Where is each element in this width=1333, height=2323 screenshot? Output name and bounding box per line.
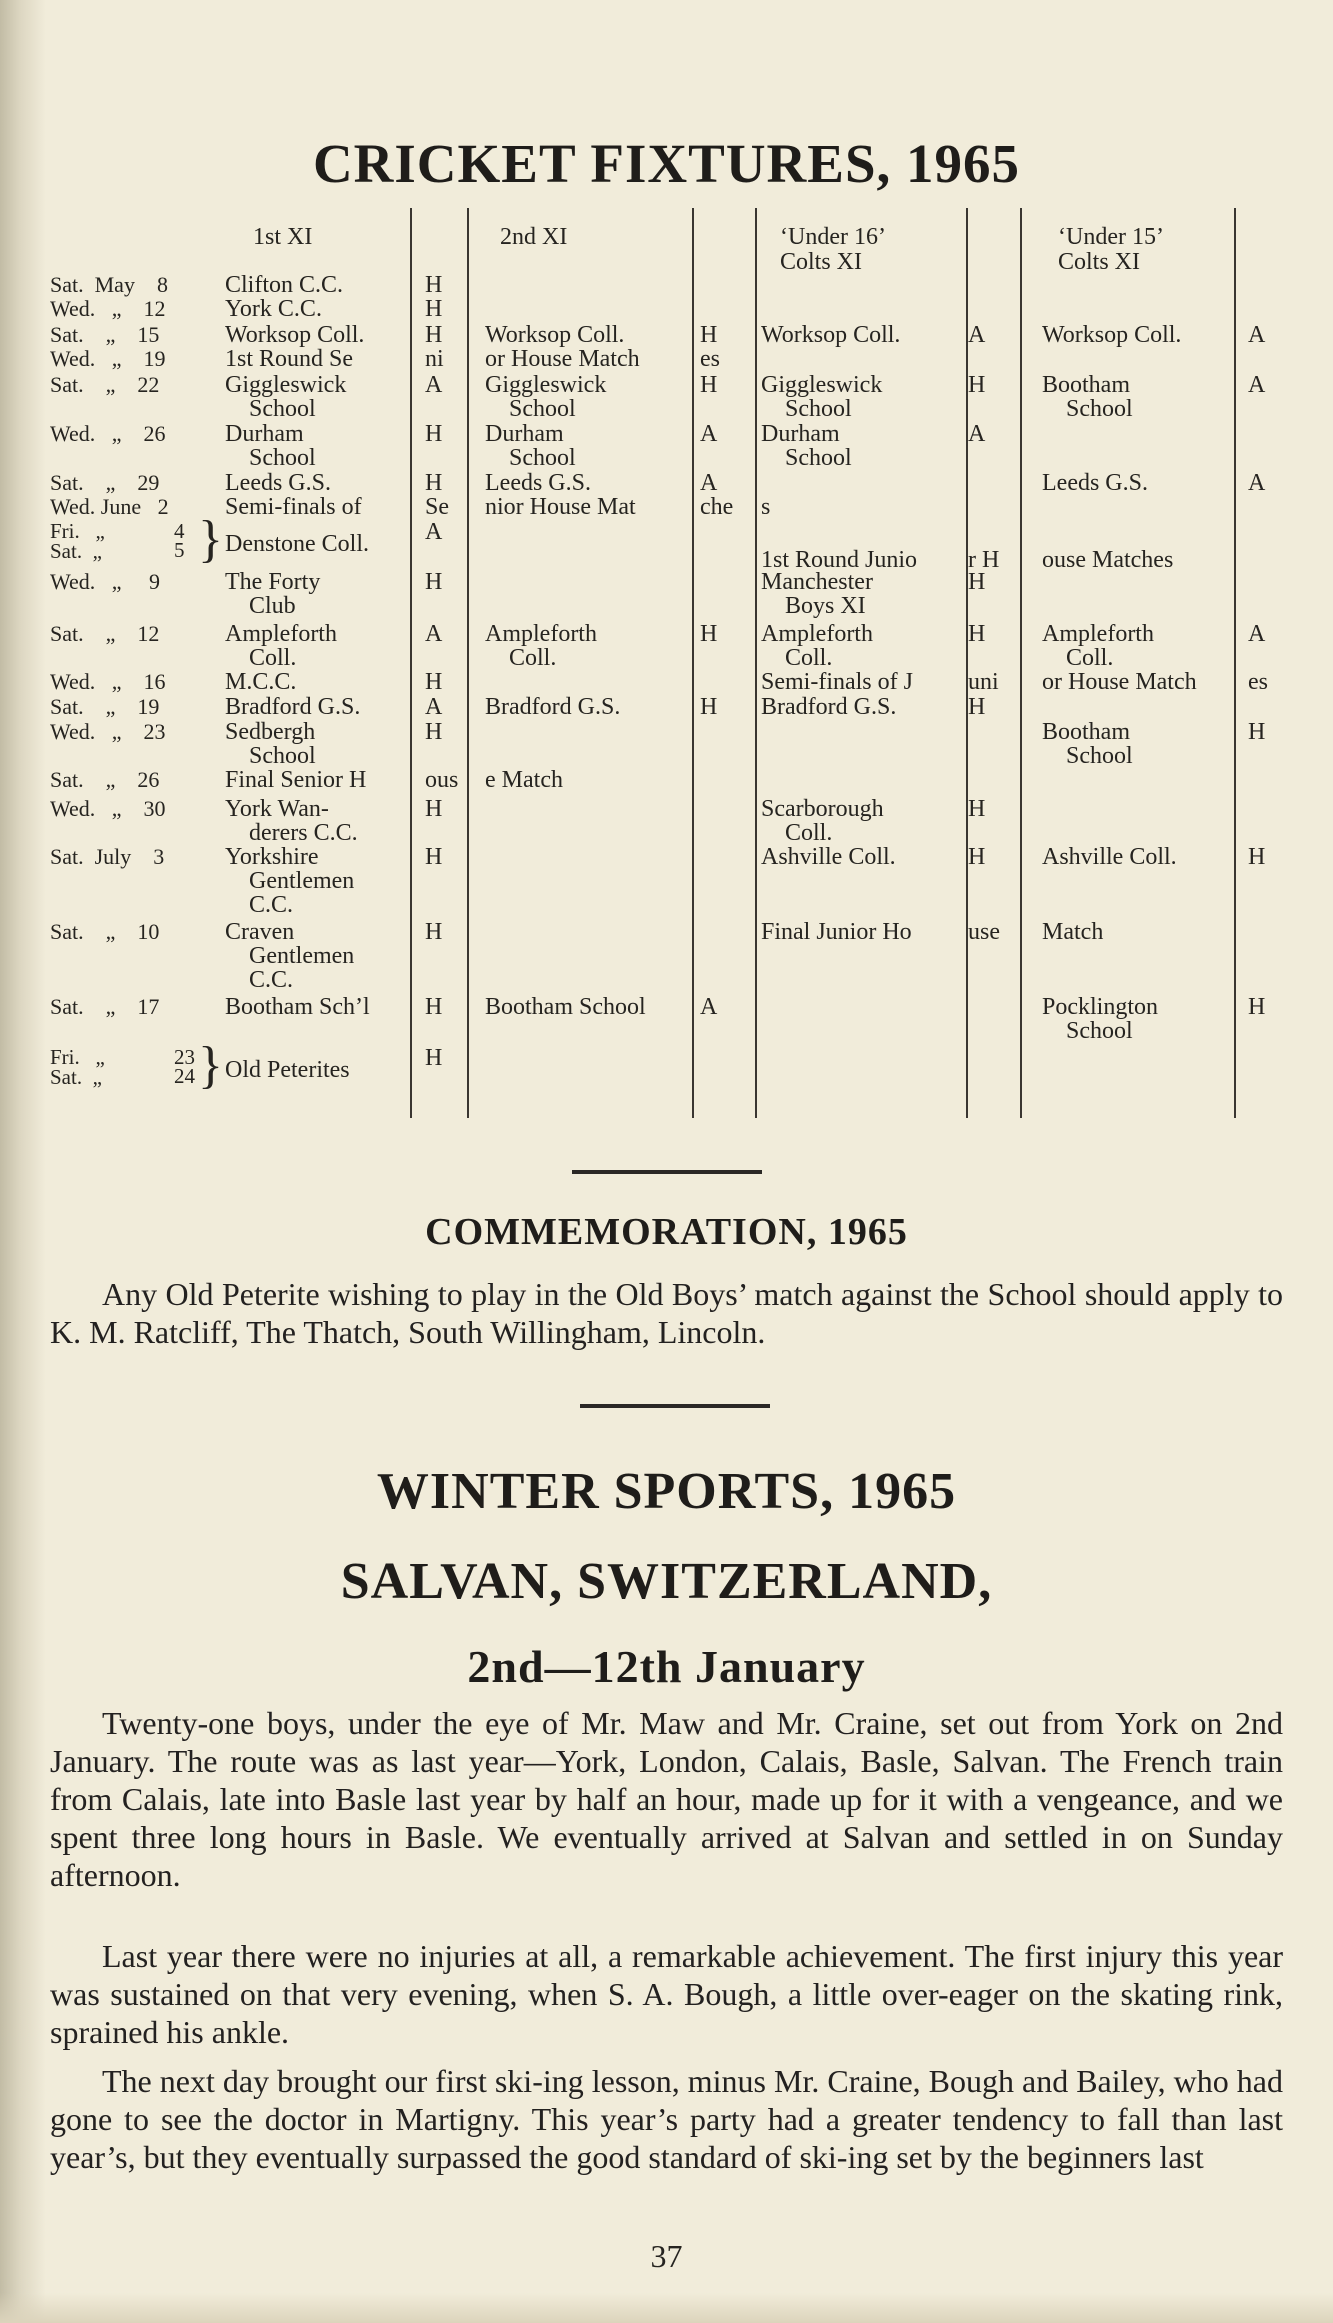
- fixture-date: Sat. „: [50, 1065, 102, 1089]
- home-away-marker: H: [968, 621, 986, 647]
- home-away-marker: H: [425, 322, 443, 348]
- fixture-opponent: Worksop Coll.: [485, 322, 625, 348]
- home-away-marker: H: [700, 322, 718, 348]
- winter-sports-heading: WINTER SPORTS, 1965: [376, 1463, 957, 1520]
- fixture-opponent: Ashville Coll.: [761, 844, 896, 870]
- fixture-opponent: Worksop Coll.: [761, 322, 901, 348]
- home-away-marker: H: [425, 569, 443, 595]
- home-away-marker: ni: [425, 346, 444, 372]
- fixture-date: Fri. „: [50, 1045, 105, 1069]
- home-away-marker: A: [1248, 322, 1266, 348]
- fixture-date: Sat. „ 19: [50, 694, 160, 719]
- cricket-fixtures-table: [0, 0, 1333, 1140]
- fixture-opponent: Scarborough Coll.: [761, 796, 884, 846]
- fixture-opponent: Leeds G.S.: [225, 470, 331, 496]
- fixture-opponent: Manchester Boys XI: [761, 569, 873, 619]
- fixture-opponent: The Forty Club: [225, 569, 321, 619]
- home-away-marker: A: [1248, 372, 1266, 398]
- fixture-opponent: Clifton C.C.: [225, 272, 344, 298]
- fixture-date: Sat. „ 17: [50, 994, 160, 1019]
- fixture-opponent: Final Junior Ho: [761, 919, 912, 945]
- header-first-xi: 1st XI: [253, 224, 313, 250]
- fixture-day-numbers: 4 5: [174, 519, 185, 562]
- home-away-marker: H: [425, 994, 443, 1020]
- column-rule: [1234, 208, 1236, 1118]
- fixture-opponent: Bootham School: [485, 994, 646, 1020]
- home-away-marker: A: [968, 421, 986, 447]
- fixture-date: Wed. „ 26: [50, 421, 166, 446]
- fixture-opponent: e Match: [485, 767, 563, 793]
- fixture-date: Sat. May 8: [50, 272, 168, 297]
- column-rule: [410, 208, 412, 1118]
- home-away-marker: H: [425, 421, 443, 447]
- fixture-opponent: nior House Mat: [485, 494, 636, 520]
- fixture-opponent: Worksop Coll.: [225, 322, 365, 348]
- home-away-marker: H: [425, 796, 443, 822]
- fixture-opponent: Sedbergh School: [225, 719, 316, 769]
- fixture-opponent: Semi-finals of J: [761, 669, 913, 695]
- cricket-fixtures-heading: CRICKET FIXTURES, 1965: [312, 133, 1021, 194]
- home-away-marker: es: [700, 346, 720, 372]
- commemoration-heading: COMMEMORATION, 1965: [425, 1211, 908, 1253]
- column-rule: [1020, 208, 1022, 1118]
- home-away-marker: H: [968, 844, 986, 870]
- fixture-opponent: Yorkshire Gentlemen C.C.: [225, 844, 355, 918]
- header-under-15: ‘Under 15’ Colts XI: [1058, 224, 1164, 275]
- home-away-marker: A: [1248, 470, 1266, 496]
- fixture-date: Wed. „ 23: [50, 719, 166, 744]
- home-away-marker: H: [1248, 844, 1266, 870]
- fixture-opponent: Bradford G.S.: [485, 694, 621, 720]
- section-divider: [580, 1404, 770, 1408]
- fixture-opponent: 1st Round Se: [225, 346, 354, 372]
- fixture-opponent: Bootham Sch’l: [225, 994, 370, 1020]
- fixture-opponent: Leeds G.S.: [1042, 470, 1148, 496]
- fixture-opponent: York C.C.: [225, 296, 322, 322]
- fixture-date: Sat. „ 22: [50, 372, 160, 397]
- column-rule: [692, 208, 694, 1118]
- location-heading: SALVAN, SWITZERLAND,: [340, 1553, 993, 1610]
- page-number: 37: [650, 2238, 683, 2274]
- fixture-date: Sat. July 3: [50, 844, 165, 869]
- fixture-date: Wed. „ 16: [50, 669, 166, 694]
- home-away-marker: use: [968, 919, 1000, 945]
- home-away-marker: H: [425, 1045, 443, 1071]
- header-under-16: ‘Under 16’ Colts XI: [780, 224, 886, 275]
- fixture-date: Wed. „ 12: [50, 296, 166, 321]
- fixture-opponent: Ampleforth Coll.: [485, 621, 597, 671]
- fixture-opponent: Giggleswick School: [485, 372, 607, 422]
- fixture-date: Fri. „: [50, 519, 105, 543]
- fixture-opponent: Worksop Coll.: [1042, 322, 1182, 348]
- brace-symbol: }: [198, 511, 223, 568]
- home-away-marker: A: [1248, 621, 1266, 647]
- home-away-marker: H: [968, 796, 986, 822]
- fixture-opponent: or House Match: [485, 346, 640, 372]
- fixture-opponent: Durham School: [225, 421, 316, 471]
- home-away-marker: A: [425, 372, 443, 398]
- home-away-marker: A: [700, 994, 718, 1020]
- home-away-marker: H: [425, 669, 443, 695]
- fixture-date: Wed. June 2: [50, 494, 169, 519]
- fixture-date: Wed. „ 19: [50, 346, 166, 371]
- home-away-marker: H: [968, 372, 986, 398]
- home-away-marker: uni: [968, 669, 999, 695]
- column-rule: [467, 208, 469, 1118]
- header-second-xi: 2nd XI: [500, 224, 568, 250]
- fixture-date: Sat. „ 29: [50, 470, 160, 495]
- fixture-opponent: Bradford G.S.: [761, 694, 897, 720]
- fixture-opponent: Leeds G.S.: [485, 470, 591, 496]
- page-bottom-shadow: [0, 2293, 1333, 2323]
- fixture-opponent: Bradford G.S.: [225, 694, 361, 720]
- fixture-opponent: Semi-finals of: [225, 494, 362, 520]
- winter-paragraph: Last year there were no injuries at all, a remarkable achievement. The first injury this year was sustained on that very evening, when S. A. Bough, a little over-eager on the skating rink, sprained his ankle.: [50, 1938, 1283, 2050]
- commemoration-paragraph: Any Old Peterite wishing to play in the Old Boys’ match against the School should apply to K. M. Ratcliff, The Thatch, South Willingham, Lincoln.: [50, 1276, 1283, 1350]
- fixture-opponent: or House Match: [1042, 669, 1197, 695]
- fixture-opponent: Craven Gentlemen C.C.: [225, 919, 355, 993]
- home-away-marker: A: [425, 519, 443, 545]
- fixture-day-numbers: 23 24: [174, 1045, 195, 1088]
- fixture-date: Sat. „ 15: [50, 322, 160, 347]
- home-away-marker: A: [700, 470, 718, 496]
- fixture-opponent: Durham School: [485, 421, 576, 471]
- fixture-opponent: Durham School: [761, 421, 852, 471]
- fixture-opponent: Match: [1042, 919, 1104, 945]
- home-away-marker: es: [1248, 669, 1268, 695]
- fixture-opponent: Ampleforth Coll.: [225, 621, 337, 671]
- fixture-opponent: Pocklington School: [1042, 994, 1159, 1044]
- fixture-opponent: Giggleswick School: [225, 372, 347, 422]
- home-away-marker: H: [425, 272, 443, 298]
- fixture-opponent: Denstone Coll.: [225, 531, 369, 557]
- fixture-date: Sat. „ 10: [50, 919, 160, 944]
- fixture-opponent: ouse Matches: [1042, 547, 1174, 573]
- home-away-marker: H: [700, 694, 718, 720]
- fixture-date: Sat. „: [50, 539, 102, 563]
- fixture-opponent: Old Peterites: [225, 1057, 350, 1083]
- home-away-marker: H: [425, 470, 443, 496]
- fixture-date: Wed. „ 9: [50, 569, 161, 594]
- fixture-opponent: Final Senior H: [225, 767, 367, 793]
- fixture-opponent: s: [761, 494, 771, 520]
- fixture-opponent: York Wan- derers C.C.: [225, 796, 358, 846]
- fixture-date: Wed. „ 30: [50, 796, 166, 821]
- fixture-opponent: 1st Round Junio: [761, 547, 918, 573]
- home-away-marker: A: [425, 621, 443, 647]
- fixture-opponent: Giggleswick School: [761, 372, 883, 422]
- home-away-marker: A: [425, 694, 443, 720]
- fixture-opponent: Ampleforth Coll.: [1042, 621, 1154, 671]
- home-away-marker: H: [968, 694, 986, 720]
- home-away-marker: ous: [425, 767, 459, 793]
- home-away-marker: H: [968, 569, 986, 595]
- home-away-marker: H: [425, 919, 443, 945]
- home-away-marker: H: [425, 844, 443, 870]
- dates-heading: 2nd—12th January: [467, 1641, 866, 1692]
- fixture-opponent: Bootham School: [1042, 719, 1133, 769]
- home-away-marker: H: [425, 296, 443, 322]
- home-away-marker: r H: [968, 547, 1000, 573]
- home-away-marker: A: [968, 322, 986, 348]
- home-away-marker: H: [425, 719, 443, 745]
- fixture-opponent: Ampleforth Coll.: [761, 621, 873, 671]
- home-away-marker: H: [700, 372, 718, 398]
- home-away-marker: Se: [425, 494, 449, 520]
- home-away-marker: H: [1248, 994, 1266, 1020]
- column-rule: [755, 208, 757, 1118]
- section-divider: [572, 1170, 762, 1174]
- winter-paragraph: Twenty-one boys, under the eye of Mr. Maw and Mr. Craine, set out from York on 2nd January. The route was as last year—York, London, Calais, Basle, Salvan. The French train from Calais, late into Basle last year by half an hour, made up for it with a vengeance, and we spent three long hours in Basle. We eventually arrived at Salvan and settled in on Sunday afternoon.: [50, 1705, 1283, 1893]
- home-away-marker: A: [700, 421, 718, 447]
- brace-symbol: }: [198, 1037, 223, 1094]
- fixture-date: Sat. „ 12: [50, 621, 160, 646]
- fixture-date: Sat. „ 26: [50, 767, 160, 792]
- fixture-opponent: Bootham School: [1042, 372, 1133, 422]
- home-away-marker: H: [700, 621, 718, 647]
- fixture-opponent: M.C.C.: [225, 669, 297, 695]
- fixture-opponent: Ashville Coll.: [1042, 844, 1177, 870]
- home-away-marker: che: [700, 494, 734, 520]
- home-away-marker: H: [1248, 719, 1266, 745]
- winter-paragraph: The next day brought our first ski-ing lesson, minus Mr. Craine, Bough and Bailey, who had gone to see the doctor in Martigny. This year’s party had a greater tendency to fall than last year’s, but they eventually surpassed the good standard of ski-ing set by the beginners last: [50, 2063, 1283, 2175]
